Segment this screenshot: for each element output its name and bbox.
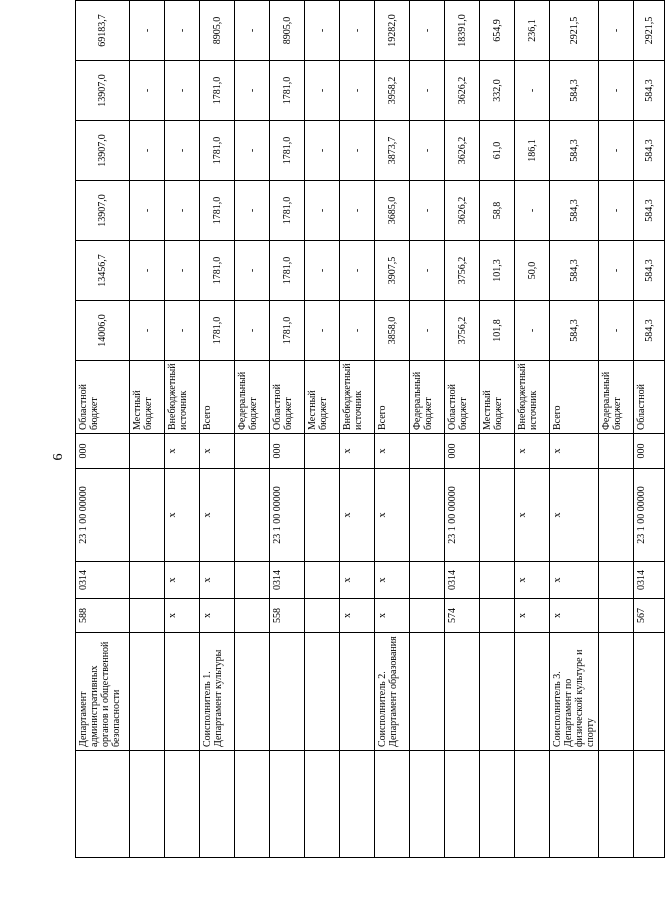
table-cell-v3: - <box>235 181 270 241</box>
table-cell-c5 <box>410 469 445 562</box>
table-cell-col1 <box>340 751 375 858</box>
table-cell-c3: x <box>515 599 550 633</box>
table-cell-v1: 584,3 <box>550 301 599 361</box>
table-cell-col2 <box>235 633 270 751</box>
table-row <box>480 1 515 858</box>
table-cell-v4: 186,1 <box>515 121 550 181</box>
table-cell-v3: - <box>305 181 340 241</box>
table-cell-v1: 584,3 <box>634 301 665 361</box>
table-cell-c4: 0314 <box>634 562 665 599</box>
table-cell-col2: Соисполнитель 3. Департамент по физической культуре и спорту <box>550 633 599 751</box>
table-cell-c3 <box>130 599 165 633</box>
table-cell-v2: - <box>340 241 375 301</box>
table-cell-c4 <box>305 562 340 599</box>
table-cell-c6: x <box>165 434 200 469</box>
table-cell-c5 <box>305 469 340 562</box>
table-cell-v2: 1781,0 <box>270 241 305 301</box>
table-cell-c6: 000 <box>634 434 665 469</box>
table-cell-col1 <box>445 751 480 858</box>
table-cell-c5 <box>130 469 165 562</box>
table-cell-col2 <box>305 633 340 751</box>
table-cell-v3: 58,8 <box>480 181 515 241</box>
table-cell-v6: - <box>599 1 634 61</box>
table-cell-v2: - <box>130 241 165 301</box>
table-cell-c3: x <box>550 599 599 633</box>
table-cell-v2: 3907,5 <box>375 241 410 301</box>
table-cell-v6: - <box>130 1 165 61</box>
table-cell-col1 <box>410 751 445 858</box>
table-cell-col1 <box>130 751 165 858</box>
table-cell-v1: 101,8 <box>480 301 515 361</box>
table-cell-v3: - <box>130 181 165 241</box>
table-cell-v4: 1781,0 <box>270 121 305 181</box>
table-cell-c5: 23 1 00 00000 <box>445 469 480 562</box>
table-cell-c6: 000 <box>76 434 130 469</box>
table-cell-v4: - <box>305 121 340 181</box>
table-cell-c4 <box>480 562 515 599</box>
table-cell-c3: 588 <box>76 599 130 633</box>
table-cell-src: Местный бюджет <box>480 361 515 434</box>
table-cell-v5: 1781,0 <box>200 61 235 121</box>
table-cell-col2 <box>599 633 634 751</box>
table-cell-col2 <box>515 633 550 751</box>
table-cell-v2: 1781,0 <box>200 241 235 301</box>
table-cell-v6: 69183,7 <box>76 1 130 61</box>
table-cell-col1 <box>200 751 235 858</box>
table-cell-v3: - <box>515 181 550 241</box>
table-cell-v1: - <box>340 301 375 361</box>
budget-table <box>75 0 665 858</box>
table-cell-v3: 584,3 <box>634 181 665 241</box>
table-cell-v6: - <box>410 1 445 61</box>
table-cell-v5: - <box>165 61 200 121</box>
table-cell-v5: - <box>340 61 375 121</box>
table-cell-v1: - <box>165 301 200 361</box>
table-cell-col1 <box>270 751 305 858</box>
table-row <box>270 1 305 858</box>
table-row <box>550 1 599 858</box>
table-cell-c4 <box>599 562 634 599</box>
table-row <box>599 1 634 858</box>
table-cell-src: Областной бюджет <box>270 361 305 434</box>
table-cell-v5: 332,0 <box>480 61 515 121</box>
table-cell-v4: 13907,0 <box>76 121 130 181</box>
table-cell-c4: x <box>550 562 599 599</box>
table-cell-c6 <box>599 434 634 469</box>
table-cell-c6: 000 <box>445 434 480 469</box>
table-cell-v5: 584,3 <box>550 61 599 121</box>
table-cell-c5 <box>235 469 270 562</box>
table-cell-v3: - <box>165 181 200 241</box>
table-cell-col2 <box>480 633 515 751</box>
table-cell-v3: 1781,0 <box>200 181 235 241</box>
table-cell-v5: 3958,2 <box>375 61 410 121</box>
table-cell-v6: 19282,0 <box>375 1 410 61</box>
table-row <box>375 1 410 858</box>
table-cell-c3: 567 <box>634 599 665 633</box>
table-cell-v4: 1781,0 <box>200 121 235 181</box>
table-cell-c4: x <box>375 562 410 599</box>
table-cell-c5: x <box>340 469 375 562</box>
table-cell-c6: x <box>340 434 375 469</box>
table-cell-v2: 101,3 <box>480 241 515 301</box>
table-cell-v6: 654,9 <box>480 1 515 61</box>
table-row <box>515 1 550 858</box>
table-cell-v2: - <box>410 241 445 301</box>
table-cell-src: Областной <box>634 361 665 434</box>
table-cell-v1: 1781,0 <box>270 301 305 361</box>
table-cell-c6: 000 <box>270 434 305 469</box>
table-row <box>76 1 130 858</box>
table-cell-c3: x <box>340 599 375 633</box>
table-cell-col2: Департамент административных органов и общественной безопасности <box>76 633 130 751</box>
table-cell-col1 <box>165 751 200 858</box>
table-cell-src: Местный бюджет <box>305 361 340 434</box>
table-cell-v4: - <box>235 121 270 181</box>
table-cell-col1 <box>515 751 550 858</box>
table-cell-src: Областной бюджет <box>445 361 480 434</box>
table-cell-v3: - <box>340 181 375 241</box>
rotated-table-wrapper <box>75 14 655 858</box>
table-cell-c3 <box>410 599 445 633</box>
table-cell-c4: 0314 <box>445 562 480 599</box>
table-row <box>165 1 200 858</box>
table-cell-v2: 13456,7 <box>76 241 130 301</box>
table-cell-col2 <box>634 633 665 751</box>
table-cell-v5: - <box>305 61 340 121</box>
table-cell-v2: - <box>305 241 340 301</box>
table-cell-c4 <box>235 562 270 599</box>
table-cell-v4: 584,3 <box>550 121 599 181</box>
table-cell-c6: x <box>375 434 410 469</box>
table-cell-c5: x <box>550 469 599 562</box>
table-cell-v4: - <box>340 121 375 181</box>
table-cell-src: Областной бюджет <box>76 361 130 434</box>
table-cell-v3: - <box>599 181 634 241</box>
table-cell-src: Всего <box>375 361 410 434</box>
table-cell-c4: x <box>515 562 550 599</box>
table-cell-c5 <box>480 469 515 562</box>
table-cell-v3: - <box>410 181 445 241</box>
table-cell-v6: 8905,0 <box>270 1 305 61</box>
table-cell-col1 <box>76 751 130 858</box>
table-cell-v3: 13907,0 <box>76 181 130 241</box>
table-cell-v5: - <box>599 61 634 121</box>
table-cell-col2 <box>130 633 165 751</box>
table-cell-c5: 23 1 00 00000 <box>270 469 305 562</box>
table-cell-v2: - <box>235 241 270 301</box>
table-cell-v6: 8905,0 <box>200 1 235 61</box>
table-cell-col1 <box>235 751 270 858</box>
table-cell-c5: x <box>515 469 550 562</box>
table-cell-v4: 584,3 <box>634 121 665 181</box>
table-cell-v1: - <box>410 301 445 361</box>
table-cell-src: Местный бюджет <box>130 361 165 434</box>
table-cell-col1 <box>550 751 599 858</box>
table-cell-v2: - <box>165 241 200 301</box>
table-cell-v6: - <box>340 1 375 61</box>
table-cell-v6: 18391,0 <box>445 1 480 61</box>
table-cell-c3: x <box>200 599 235 633</box>
table-cell-col2 <box>340 633 375 751</box>
table-cell-src: Внебюджетный источник <box>165 361 200 434</box>
table-cell-c6 <box>235 434 270 469</box>
table-row <box>305 1 340 858</box>
table-cell-src: Федеральный бюджет <box>599 361 634 434</box>
table-cell-v1: 3756,2 <box>445 301 480 361</box>
table-cell-v1: - <box>305 301 340 361</box>
table-cell-v5: 3626,2 <box>445 61 480 121</box>
table-cell-col1 <box>375 751 410 858</box>
table-cell-v6: 2921,5 <box>550 1 599 61</box>
table-cell-c3 <box>235 599 270 633</box>
table-cell-v2: 584,3 <box>634 241 665 301</box>
table-cell-c6 <box>130 434 165 469</box>
table-row <box>130 1 165 858</box>
table-cell-c5: x <box>200 469 235 562</box>
table-cell-v1: - <box>235 301 270 361</box>
table-cell-v1: - <box>515 301 550 361</box>
table-row <box>235 1 270 858</box>
table-cell-col1 <box>599 751 634 858</box>
table-cell-v1: 1781,0 <box>200 301 235 361</box>
table-cell-c5 <box>599 469 634 562</box>
table-cell-v4: 3873,7 <box>375 121 410 181</box>
table-cell-c5: 23 1 00 00000 <box>634 469 665 562</box>
table-cell-v4: 61,0 <box>480 121 515 181</box>
table-cell-v2: - <box>599 241 634 301</box>
table-cell-c3 <box>305 599 340 633</box>
table-cell-v6: 2921,5 <box>634 1 665 61</box>
table-cell-c5: x <box>375 469 410 562</box>
table-cell-src: Внебюджетный источник <box>515 361 550 434</box>
table-cell-c3: x <box>375 599 410 633</box>
table-cell-v5: 584,3 <box>634 61 665 121</box>
table-cell-v3: 584,3 <box>550 181 599 241</box>
table-cell-c6: x <box>515 434 550 469</box>
table-cell-v4: - <box>410 121 445 181</box>
table-cell-src: Внебюджетный источник <box>340 361 375 434</box>
table-cell-c4: x <box>340 562 375 599</box>
table-cell-col2 <box>445 633 480 751</box>
table-row <box>634 1 665 858</box>
table-cell-col2 <box>410 633 445 751</box>
table-cell-v6: - <box>165 1 200 61</box>
table-cell-c4: x <box>165 562 200 599</box>
table-row <box>340 1 375 858</box>
table-cell-src: Всего <box>550 361 599 434</box>
rotated-table-area <box>75 14 655 858</box>
table-cell-c3: x <box>165 599 200 633</box>
table-cell-col2 <box>270 633 305 751</box>
table-cell-v5: - <box>515 61 550 121</box>
table-cell-c4 <box>130 562 165 599</box>
table-cell-v5: - <box>410 61 445 121</box>
table-cell-src: Федеральный бюджет <box>410 361 445 434</box>
table-cell-col1 <box>305 751 340 858</box>
table-cell-v2: 3756,2 <box>445 241 480 301</box>
table-cell-col1 <box>634 751 665 858</box>
table-cell-c5: x <box>165 469 200 562</box>
table-cell-v3: 1781,0 <box>270 181 305 241</box>
table-cell-c4: 0314 <box>76 562 130 599</box>
page-number: 6 <box>51 453 66 461</box>
table-cell-v6: - <box>235 1 270 61</box>
table-cell-c3 <box>480 599 515 633</box>
table-cell-c6 <box>410 434 445 469</box>
table-cell-v3: 3626,2 <box>445 181 480 241</box>
table-cell-v1: 14006,0 <box>76 301 130 361</box>
table-cell-c6 <box>305 434 340 469</box>
table-cell-v5: 1781,0 <box>270 61 305 121</box>
table-cell-col2 <box>165 633 200 751</box>
table-row <box>200 1 235 858</box>
table-cell-v1: - <box>130 301 165 361</box>
table-cell-c3: 574 <box>445 599 480 633</box>
table-cell-v5: 13907,0 <box>76 61 130 121</box>
table-cell-c4 <box>410 562 445 599</box>
table-cell-v4: - <box>165 121 200 181</box>
table-row <box>445 1 480 858</box>
table-cell-src: Федеральный бюджет <box>235 361 270 434</box>
table-cell-col1 <box>480 751 515 858</box>
table-cell-col2: Соисполнитель 2. Департамент образования <box>375 633 410 751</box>
table-cell-v6: - <box>305 1 340 61</box>
table-cell-col2: Соисполнитель 1. Департамент культуры <box>200 633 235 751</box>
table-cell-c5: 23 1 00 00000 <box>76 469 130 562</box>
table-cell-v4: - <box>130 121 165 181</box>
table-cell-v4: 3626,2 <box>445 121 480 181</box>
table-cell-c4: x <box>200 562 235 599</box>
table-cell-v5: - <box>130 61 165 121</box>
table-cell-src: Всего <box>200 361 235 434</box>
table-cell-c3: 558 <box>270 599 305 633</box>
table-cell-c6: x <box>550 434 599 469</box>
table-cell-c3 <box>599 599 634 633</box>
budget-table-body <box>76 1 665 858</box>
table-cell-v6: 236,1 <box>515 1 550 61</box>
table-cell-c4: 0314 <box>270 562 305 599</box>
table-cell-v4: - <box>599 121 634 181</box>
table-cell-v1: 3858,0 <box>375 301 410 361</box>
table-cell-v2: 584,3 <box>550 241 599 301</box>
table-cell-v3: 3685,0 <box>375 181 410 241</box>
table-cell-v5: - <box>235 61 270 121</box>
table-row <box>410 1 445 858</box>
table-cell-v2: 50,0 <box>515 241 550 301</box>
table-cell-c6: x <box>200 434 235 469</box>
table-cell-v1: - <box>599 301 634 361</box>
table-cell-c6 <box>480 434 515 469</box>
